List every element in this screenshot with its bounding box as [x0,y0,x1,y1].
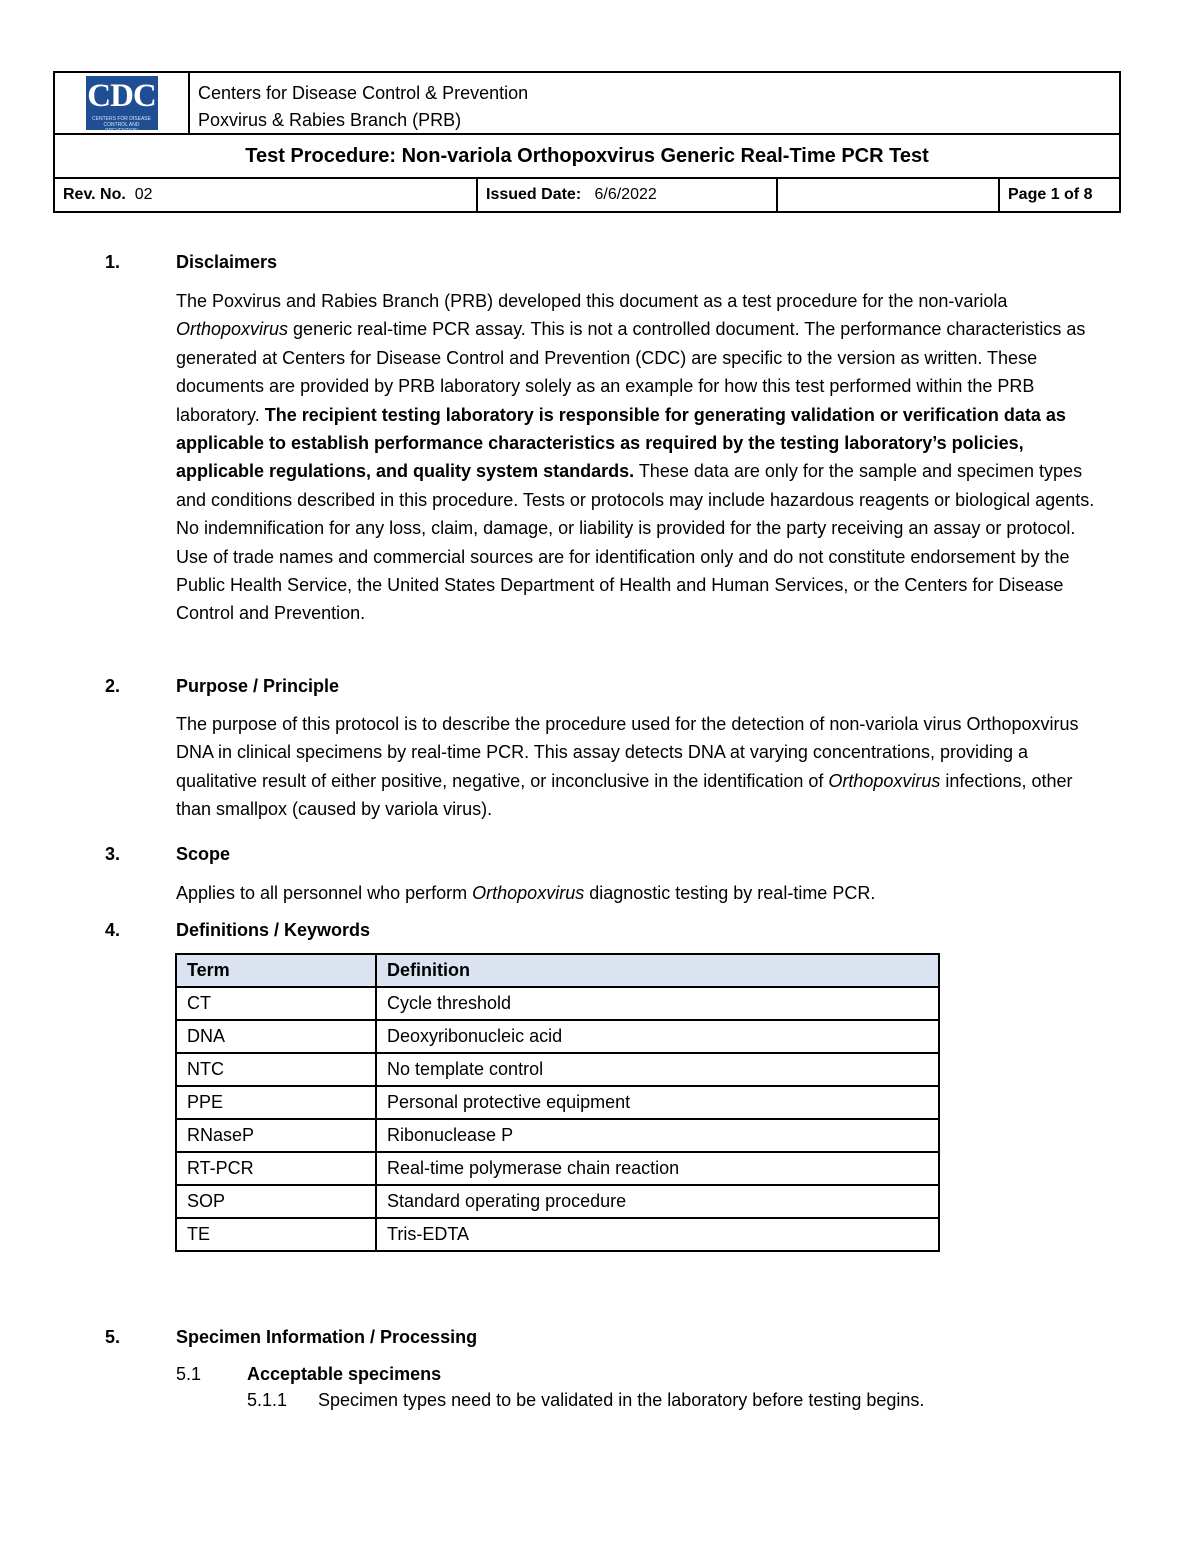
table-row [176,1053,939,1086]
term-cell: SOP [176,1185,376,1218]
term-cell: PPE [176,1086,376,1119]
disclaimer-bold: The recipient testing laboratory is responsible for generating validation or verification data as applicable to establish performance characteristics as required by the testing laboratory’s policies, applicable regulations, and quality system standards. [176,404,1066,482]
definition-cell: No template control [376,1053,939,1086]
organization-cell [190,73,528,133]
logo-text: CDC [87,78,156,114]
definition-cell: Tris-EDTA [376,1218,939,1251]
disclaimer-text-1: The Poxvirus and Rabies Branch (PRB) developed this document as a test procedure for the non-variola [176,291,1008,311]
section-3-title: Scope [176,844,231,864]
term-cell: RNaseP [176,1119,376,1152]
column-header-term: Term [176,954,376,987]
definition-cell: Personal protective equipment [376,1086,939,1119]
purpose-italic: Orthopoxvirus [828,770,941,791]
purpose-text-1: The purpose of this protocol is to describe the procedure used for the detection of non-variola virus Orthopoxvirus DNA in clinical specimens by real-time PCR. This assay detects DNA at varying concentrations, providing a qualitative result of either positive, negative, or inconclusive in the identification of [176,714,1079,791]
subsection-5-1-title: Acceptable specimens [247,1364,442,1384]
column-header-definition: Definition [376,954,939,987]
branch-name: Poxvirus & Rabies Branch (PRB) [198,110,462,130]
scope-text-2: diagnostic testing by real-time PCR. [584,883,876,903]
purpose-paragraph [176,710,1101,824]
term-cell: TE [176,1218,376,1251]
section-2-number: 2. [105,676,121,696]
section-1-number: 1. [105,252,121,272]
definition-cell: Deoxyribonucleic acid [376,1020,939,1053]
scope-paragraph [176,879,1101,907]
blank-cell [778,179,1000,211]
subsection-5-1-1-number: 5.1.1 [247,1390,288,1410]
disclaimer-text-2: generic real-time PCR assay. This is not a controlled document. The performance characteristics as generated at Centers for Disease Control and Prevention (CDC) are specific to the version as written. These documents are provided by PRB laboratory solely as an example for how this test performed within the PRB laboratory. [176,319,1086,425]
revision-cell [55,179,478,211]
document-header [53,71,1121,213]
revision-value: 02 [134,186,153,203]
cdc-logo [86,76,158,134]
page-number-cell [1000,179,1119,211]
term-cell: DNA [176,1020,376,1053]
issued-date-value: 6/6/2022 [594,186,657,203]
table-row [176,1119,939,1152]
table-row [176,1086,939,1119]
section-4-title: Definitions / Keywords [176,920,371,940]
section-1-title: Disclaimers [176,252,278,272]
definition-cell: Standard operating procedure [376,1185,939,1218]
purpose-text-2: infections, other than smallpox (caused by variola virus). [176,770,1073,820]
table-row [176,1218,939,1251]
term-cell: RT-PCR [176,1152,376,1185]
table-row [176,1020,939,1053]
section-4-number: 4. [105,920,121,940]
section-3-number: 3. [105,844,121,864]
definition-cell: Cycle threshold [376,987,939,1020]
term-cell: CT [176,987,376,1020]
scope-text-1: Applies to all personnel who perform [176,883,473,903]
definition-cell: Ribonuclease P [376,1119,939,1152]
section-2-title: Purpose / Principle [176,676,340,696]
org-name: Centers for Disease Control & Prevention [198,83,529,103]
table-header-row [176,954,939,987]
subsection-5-1-1-text: Specimen types need to be validated in the laboratory before testing begins. [318,1390,925,1410]
page-number: Page 1 of 8 [1008,186,1093,203]
scope-italic: Orthopoxvirus [472,883,585,903]
logo-cell [55,73,190,133]
disclaimer-paragraph [176,287,1101,628]
disclaimer-italic: Orthopoxvirus [176,319,289,340]
definitions-table [175,953,940,1252]
term-cell: NTC [176,1053,376,1086]
table-row [176,987,939,1020]
disclaimer-text-3: These data are only for the sample and specimen types and conditions described in this procedure. Tests or protocols may include hazardous reagents or biological agents. No indemnification for any loss, claim, damage, or liability is provided for the party receiving an assay or protocol. Use of trade names and commercial sources are for identification only and do not constitute endorsement by the Public Health Service, the United States Department of Health and Human Services, or the Centers for Disease Control and Prevention. [176,461,1095,624]
logo-subtext: CENTERS FOR DISEASE CONTROL AND PREVENTION [92,116,151,134]
issued-date-cell [478,179,778,211]
subsection-5-1-number: 5.1 [176,1364,202,1384]
document-title: Test Procedure: Non-variola Orthopoxvirus Generic Real-Time PCR Test [55,135,1119,179]
revision-label: Rev. No. [63,186,126,203]
table-row [176,1152,939,1185]
issued-date-label: Issued Date: [486,186,582,203]
section-5-title: Specimen Information / Processing [176,1327,478,1347]
definition-cell: Real-time polymerase chain reaction [376,1152,939,1185]
table-row [176,1185,939,1218]
section-5-number: 5. [105,1327,121,1347]
